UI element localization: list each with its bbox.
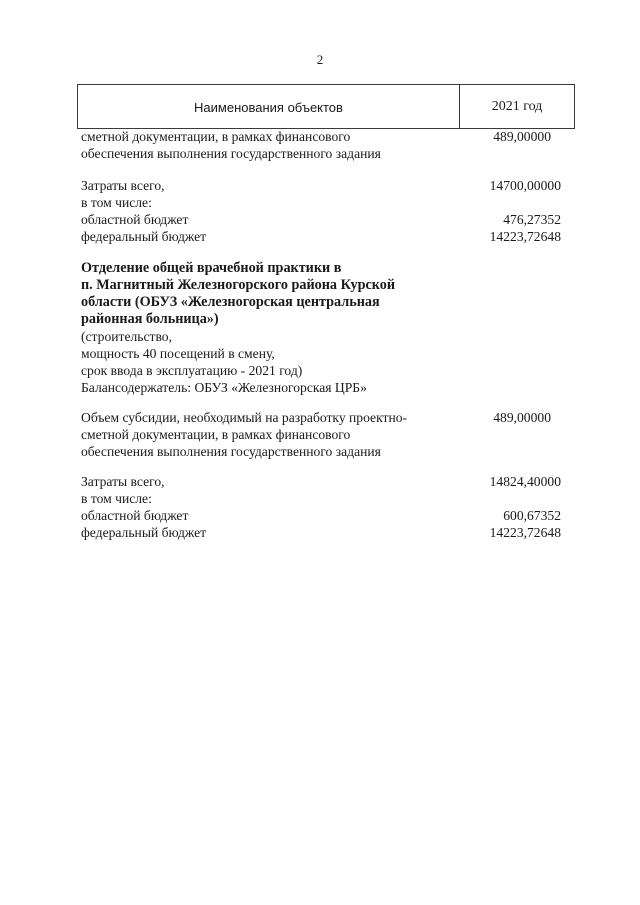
text-line: обеспечения выполнения государственного задания — [81, 146, 381, 161]
section1-costs-values — [441, 177, 561, 245]
page-number: 2 — [316, 52, 324, 67]
section1-costs-labels — [81, 177, 461, 245]
costs-federal-label: федеральный бюджет — [81, 229, 207, 244]
costs-total-label: Затраты всего, — [81, 474, 165, 489]
object-detail-line: Балансодержатель: ОБУЗ «Железногорская ЦРБ» — [81, 380, 367, 395]
section2-costs-labels — [81, 473, 461, 541]
costs-including-label: в том числе: — [81, 491, 152, 506]
column-header-year: 2021 год — [491, 98, 543, 114]
object-detail-line: (строительство, — [81, 329, 172, 344]
section2-subsidy-text — [81, 409, 481, 460]
costs-including-label: в том числе: — [81, 195, 152, 210]
object-detail-line: срок ввода в эксплуатацию - 2021 год) — [81, 363, 303, 378]
table-header — [77, 84, 575, 129]
section1-subsidy-text — [81, 128, 461, 162]
costs-total-label: Затраты всего, — [81, 178, 165, 193]
section1-subsidy-value: 489,00000 — [493, 129, 551, 144]
object-title-line: п. Магнитный Железногорского района Курской — [81, 277, 396, 293]
costs-federal-value: 14223,72648 — [489, 229, 561, 244]
object-title-line: области (ОБУЗ «Железногорская центральная — [81, 294, 380, 310]
costs-total-value: 14700,00000 — [489, 178, 561, 193]
section2-object-title — [81, 260, 501, 396]
text-line: сметной документации, в рамках финансового — [81, 129, 351, 144]
section2-subsidy-value: 489,00000 — [493, 410, 551, 425]
text-line: обеспечения выполнения государственного задания — [81, 444, 381, 459]
costs-regional-value: 476,27352 — [503, 212, 561, 227]
object-title-line: районная больница») — [81, 311, 219, 327]
costs-federal-value: 14223,72648 — [489, 525, 561, 540]
text-line: Объем субсидии, необходимый на разработку проектно- — [81, 410, 408, 425]
costs-regional-label: областной бюджет — [81, 212, 189, 227]
object-title-line: Отделение общей врачебной практики в — [81, 260, 342, 276]
costs-federal-label: федеральный бюджет — [81, 525, 207, 540]
section2-costs-values — [441, 473, 561, 541]
costs-total-value: 14824,40000 — [489, 474, 561, 489]
costs-regional-value: 600,67352 — [503, 508, 561, 523]
column-header-name: Наименования объектов — [78, 85, 460, 128]
text-line: сметной документации, в рамках финансового — [81, 427, 351, 442]
costs-regional-label: областной бюджет — [81, 508, 189, 523]
object-detail-line: мощность 40 посещений в смену, — [81, 346, 275, 361]
